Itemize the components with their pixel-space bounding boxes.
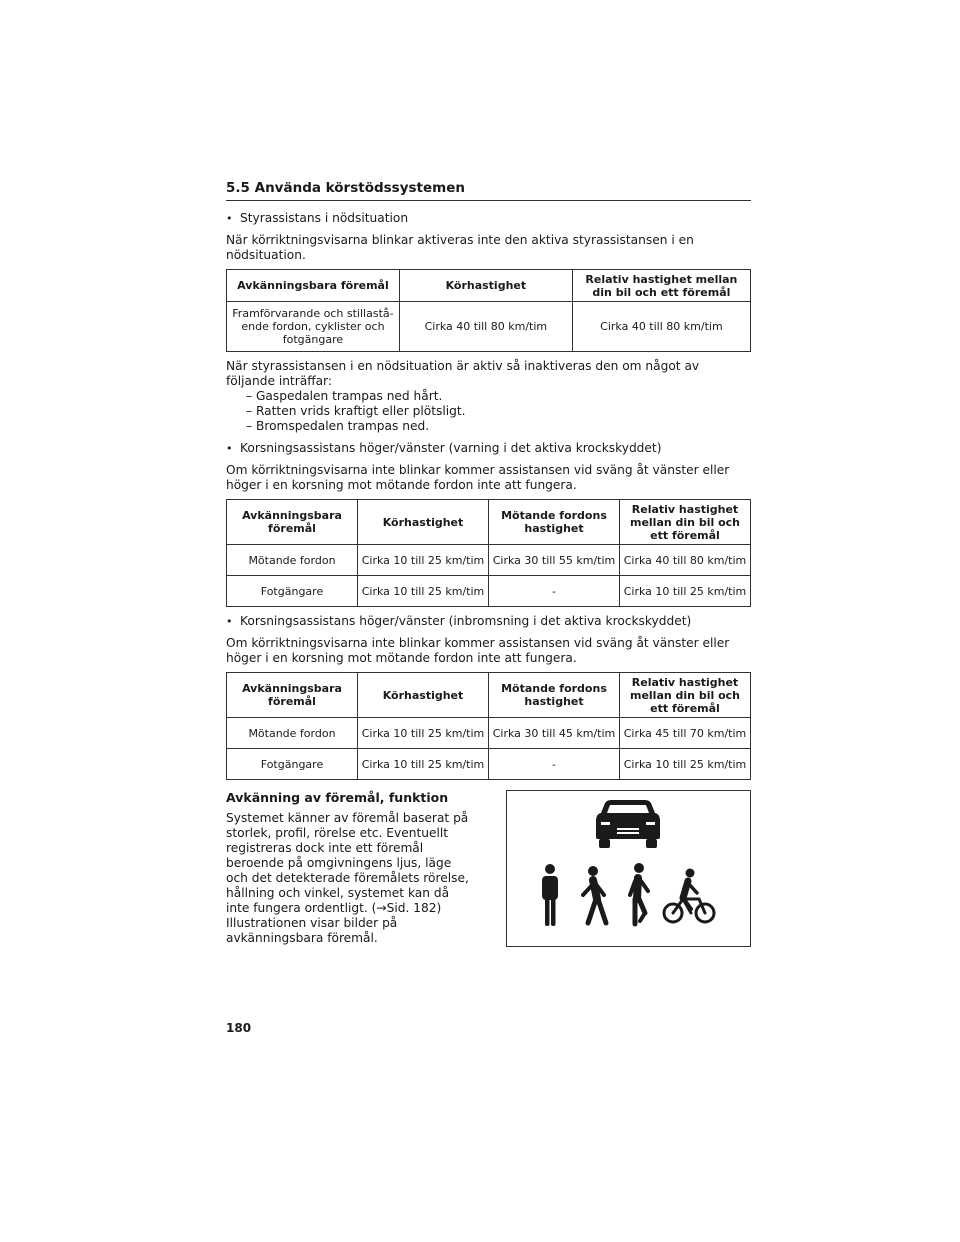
table-header: Relativ hastighet mellan din bil och ett föremål <box>620 673 751 718</box>
cyclist-icon <box>664 869 714 923</box>
table-cell: Cirka 10 till 25 km/tim <box>358 576 489 607</box>
detectable-objects-illustration <box>506 790 751 947</box>
table-header: Avkänningsbara föremål <box>227 500 358 545</box>
table-1 <box>226 269 751 352</box>
table-row <box>227 302 751 352</box>
table-2 <box>226 499 751 607</box>
table-header: Mötande fordons hastighet <box>489 500 620 545</box>
table-cell: Cirka 40 till 80 km/tim <box>399 302 572 352</box>
table-cell: Mötande fordon <box>227 545 358 576</box>
page-number: 180 <box>226 1021 252 1035</box>
detection-section <box>226 790 751 950</box>
table-header: Avkänningsbara föremål <box>227 673 358 718</box>
table-cell: Cirka 30 till 45 km/tim <box>489 718 620 749</box>
table-header: Avkänningsbara föremål <box>227 270 400 302</box>
list-item: – Gaspedalen trampas ned hårt. <box>246 389 443 403</box>
paragraph: Systemet känner av föremål baserat på storlek, profil, rörelse etc. Eventuellt registreras dock inte ett föremål beroende på omgivningens ljus, läge och det detekterade föremålets rörelse, hållning och vinkel, systemet kan då inte fungera ordentligt. (→Sid. 182) Illustrationen visar bilder på avkänningsbara föremål. <box>226 811 469 945</box>
pedestrian-icon <box>630 863 648 924</box>
table-3 <box>226 672 751 780</box>
subheading: Avkänning av föremål, funktion <box>226 790 449 805</box>
table-header: Körhastighet <box>358 500 489 545</box>
table-row <box>227 576 751 607</box>
table-cell: Cirka 10 till 25 km/tim <box>620 749 751 780</box>
table-cell: Fotgängare <box>227 749 358 780</box>
paragraph: När styrassistansen i en nödsituation är aktiv så inaktiveras den om något av följande inträffar: <box>226 359 700 388</box>
table-row <box>227 545 751 576</box>
table-cell: Cirka 10 till 25 km/tim <box>358 718 489 749</box>
table-cell: Fotgängare <box>227 576 358 607</box>
table-header: Relativ hastighet mellan din bil och ett föremål <box>620 500 751 545</box>
table-cell: Cirka 40 till 80 km/tim <box>572 302 750 352</box>
table-cell: - <box>489 576 620 607</box>
table-cell: Cirka 45 till 70 km/tim <box>620 718 751 749</box>
bullet-item: • Styrassistans i nödsituation <box>226 211 751 226</box>
table-header: Mötande fordons hastighet <box>489 673 620 718</box>
page-content <box>226 180 751 950</box>
bullet-item: • Korsningsassistans höger/vänster (varning i det aktiva krockskyddet) <box>226 441 751 456</box>
table-row <box>227 749 751 780</box>
table-cell: - <box>489 749 620 780</box>
list-item: – Bromspedalen trampas ned. <box>246 419 430 433</box>
table-cell: Cirka 10 till 25 km/tim <box>358 749 489 780</box>
section-title: 5.5 Använda körstödssystemen <box>226 180 751 201</box>
table-cell: Mötande fordon <box>227 718 358 749</box>
car-icon <box>596 800 660 848</box>
table-header: Relativ hastighet mellan din bil och ett föremål <box>572 270 750 302</box>
table-header: Körhastighet <box>358 673 489 718</box>
detection-text <box>226 790 471 946</box>
table-cell: Cirka 40 till 80 km/tim <box>620 545 751 576</box>
table-row <box>227 718 751 749</box>
paragraph: Om körriktningsvisarna inte blinkar kommer assistansen vid sväng åt vänster eller höger i en korsning mot mötande fordon inte att fungera. <box>226 636 730 665</box>
paragraph: När körriktningsvisarna blinkar aktiveras inte den aktiva styrassistansen i en nödsituation. <box>226 233 694 262</box>
list-item: – Ratten vrids kraftigt eller plötsligt. <box>246 404 466 418</box>
standing-pedestrian-icon <box>542 864 558 926</box>
table-cell: Cirka 10 till 25 km/tim <box>358 545 489 576</box>
table-cell: Cirka 30 till 55 km/tim <box>489 545 620 576</box>
paragraph: Om körriktningsvisarna inte blinkar kommer assistansen vid sväng åt vänster eller höger i en korsning mot mötande fordon inte att fungera. <box>226 463 730 492</box>
table-cell: Framförvarande och stillastå-ende fordon, cyklister och fotgängare <box>227 302 400 352</box>
table-cell: Cirka 10 till 25 km/tim <box>620 576 751 607</box>
table-header: Körhastighet <box>399 270 572 302</box>
bullet-item: • Korsningsassistans höger/vänster (inbromsning i det aktiva krockskyddet) <box>226 614 751 629</box>
walking-pedestrian-icon <box>583 866 606 923</box>
